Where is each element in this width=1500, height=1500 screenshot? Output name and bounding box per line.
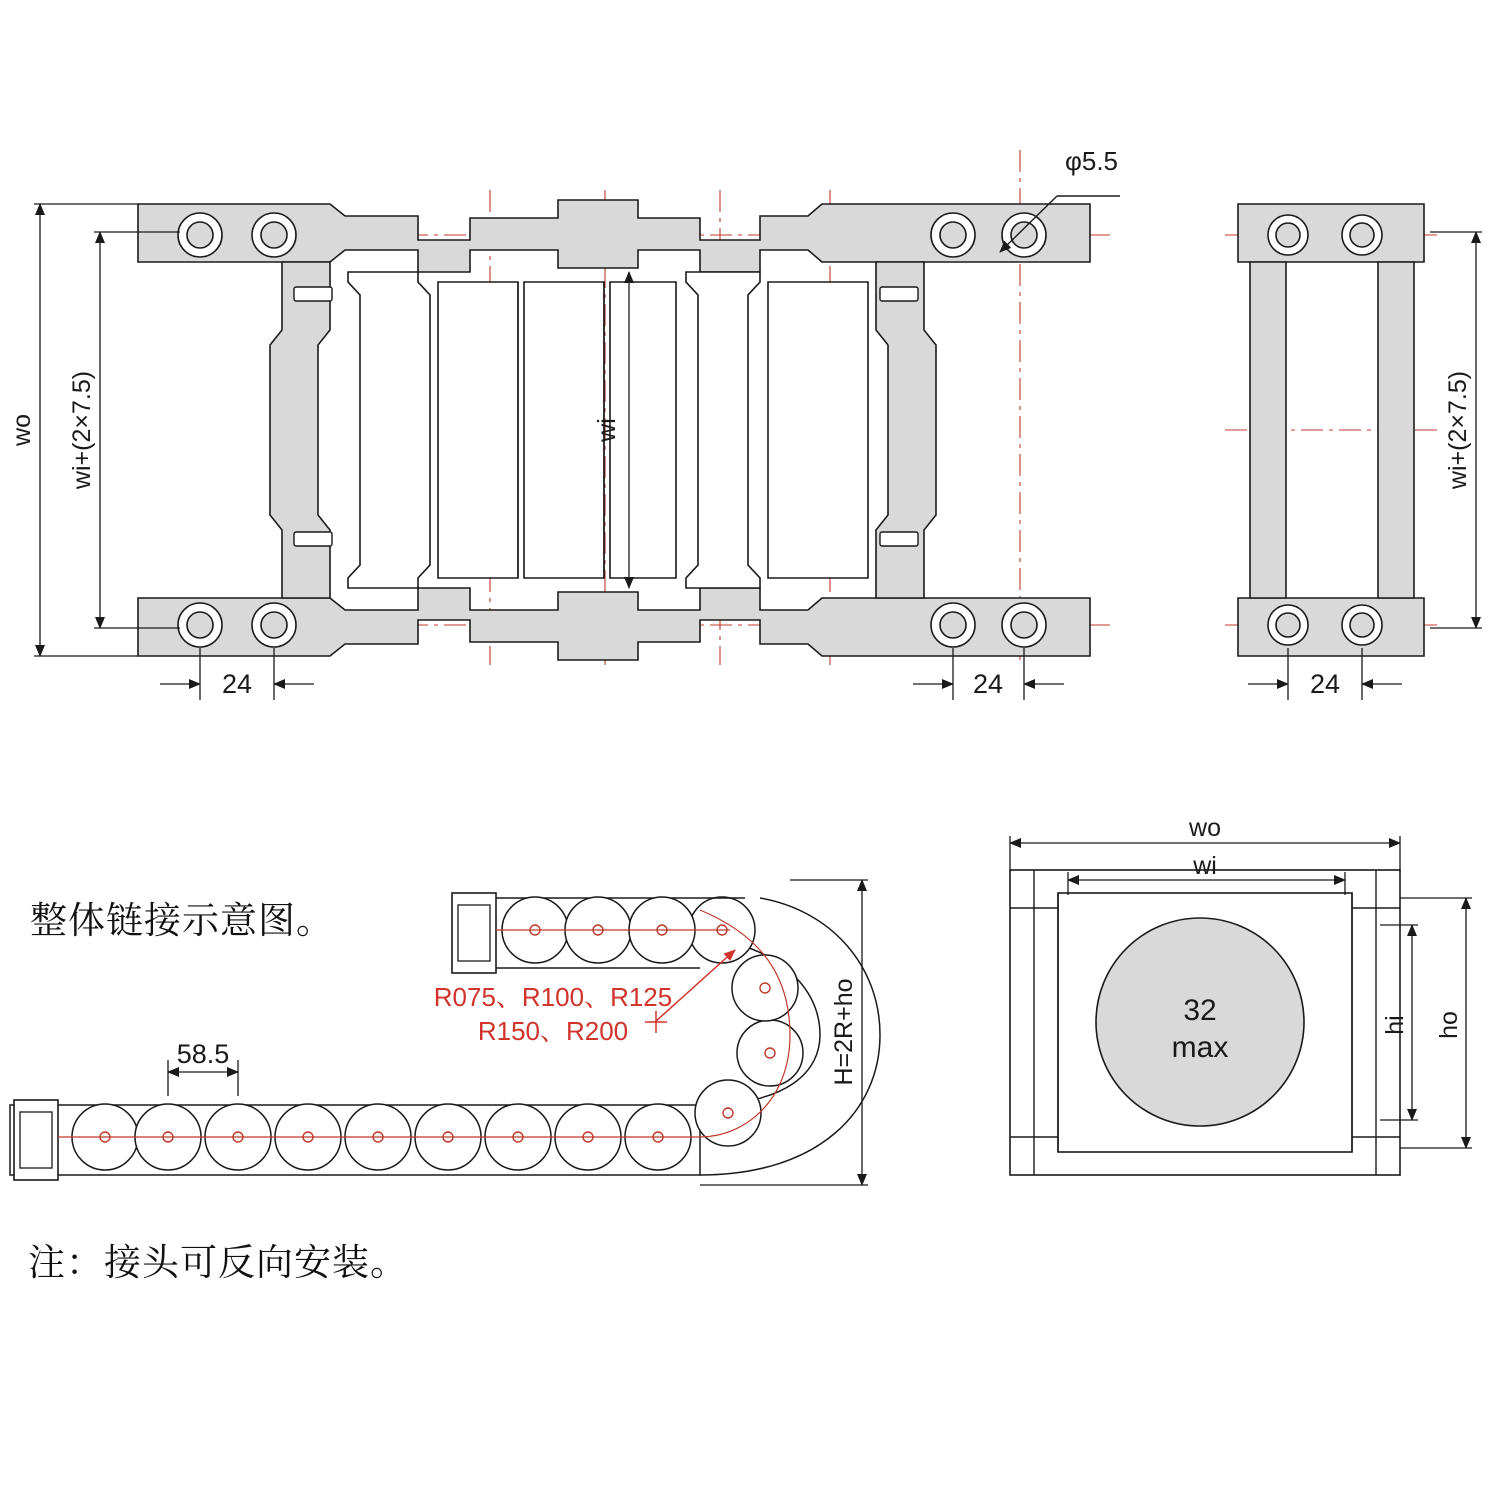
left-side-link bbox=[270, 262, 330, 598]
label-wo-cross-section: wo bbox=[1189, 814, 1221, 842]
label-wi-cross-section: wi bbox=[1193, 852, 1217, 880]
label-cable-max: max bbox=[1171, 1031, 1229, 1064]
label-radius-line2: R150、R200 bbox=[477, 1016, 629, 1046]
footnote: 注：接头可反向安装。 bbox=[28, 1241, 408, 1284]
assembly-caption: 整体链接示意图。 bbox=[30, 899, 334, 942]
cross-section-view bbox=[1010, 836, 1472, 1175]
label-wi-plus-left: wi+(2×7.5) bbox=[68, 370, 96, 490]
label-wo-top-view: wo bbox=[8, 414, 36, 446]
label-hi: hi bbox=[1381, 1015, 1409, 1035]
chain-rollers-bend bbox=[689, 897, 803, 1146]
label-radius-line1: R075、R100、R125 bbox=[433, 982, 673, 1012]
right-view-bottom-bracket bbox=[1238, 598, 1424, 656]
label-height-H: H=2R+ho bbox=[830, 978, 858, 1086]
label-pitch-585: 58.5 bbox=[176, 1039, 230, 1069]
label-wi-plus-rightview: wi+(2×7.5) bbox=[1444, 370, 1472, 490]
top-plan-view bbox=[34, 150, 1120, 700]
right-side-link bbox=[876, 262, 936, 598]
right-view-top-bracket bbox=[1238, 204, 1424, 262]
label-wi: wi bbox=[593, 418, 621, 442]
label-24-left: 24 bbox=[221, 669, 253, 699]
chain-end-connector-top-inner bbox=[458, 905, 490, 961]
dim-wi-plus-left bbox=[94, 232, 180, 628]
label-24-rightview: 24 bbox=[1309, 669, 1341, 699]
label-hole-diameter: φ5.5 bbox=[1065, 146, 1119, 176]
label-cable-size: 32 bbox=[1183, 994, 1217, 1027]
label-24-right: 24 bbox=[972, 669, 1004, 699]
right-view-left-link bbox=[1250, 262, 1286, 598]
chain-end-connector-left-inner bbox=[20, 1112, 52, 1168]
label-ho: ho bbox=[1435, 1011, 1463, 1039]
right-view-right-link bbox=[1378, 262, 1414, 598]
